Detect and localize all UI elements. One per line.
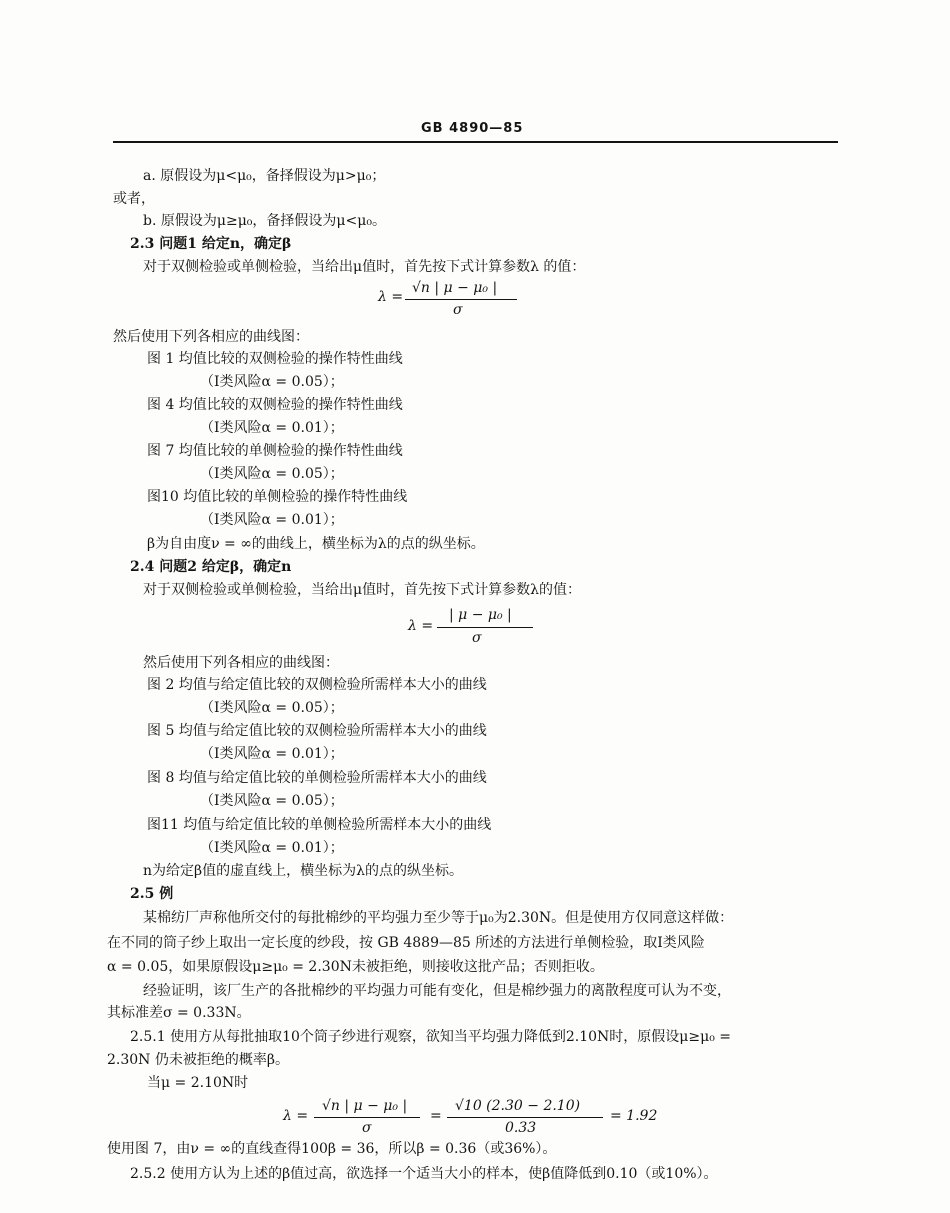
- text-line: 然后使用下列各相应的曲线图：: [113, 329, 309, 345]
- figure-ref-5: 图 5 均值与给定值比较的双侧检验所需样本大小的曲线: [147, 723, 487, 739]
- figure-ref-1-risk: （Ⅰ类风险α = 0.05）；: [200, 374, 344, 390]
- equation-1-numerator: √n | μ − μ₀ |: [412, 280, 498, 296]
- header-rule: [113, 141, 838, 143]
- figure-ref-10: 图10 均值比较的单侧检验的操作特性曲线: [147, 489, 408, 505]
- page-header: GB 4890—85: [421, 121, 524, 136]
- section-2-5-heading: 2.5 例: [130, 886, 174, 902]
- equation-3-numerator-1: √n | μ − μ₀ |: [322, 1098, 408, 1114]
- figure-ref-10-risk: （Ⅰ类风险α = 0.01）；: [200, 512, 344, 528]
- equation-1-lhs: λ =: [378, 289, 404, 305]
- text-line: 当μ = 2.10N时: [147, 1075, 249, 1091]
- paragraph-line: 经验证明，该厂生产的各批棉纱的平均强力可能有变化，但是棉纱强力的离散程度可认为不变，: [143, 983, 731, 999]
- equation-1-denominator: σ: [453, 302, 463, 318]
- equation-3-numerator-2: √10 (2.30 − 2.10): [455, 1098, 581, 1114]
- figure-ref-2: 图 2 均值与给定值比较的双侧检验所需样本大小的曲线: [147, 677, 487, 693]
- equation-3-fraction-bar-2: [447, 1117, 603, 1118]
- figure-ref-11: 图11 均值与给定值比较的单侧检验所需样本大小的曲线: [147, 817, 492, 833]
- section-2-4-heading: 2.4 问题2 给定β，确定n: [130, 559, 292, 575]
- paragraph-line: 在不同的筒子纱上取出一定长度的纱段，按 GB 4889—85 所述的方法进行单侧检验，取Ⅰ类风险: [107, 935, 705, 951]
- figure-ref-4: 图 4 均值比较的双侧检验的操作特性曲线: [147, 397, 403, 413]
- hypothesis-a: a. 原假设为μ<μ₀，备择假设为μ>μ₀；: [143, 168, 386, 184]
- figure-ref-8: 图 8 均值与给定值比较的单侧检验所需样本大小的曲线: [147, 770, 487, 786]
- paragraph-line: 2.30N 仍未被拒绝的概率β。: [107, 1052, 289, 1068]
- equation-3-denominator-1: σ: [362, 1120, 372, 1136]
- equation-3-result: = 1.92: [610, 1108, 658, 1124]
- text-line: 然后使用下列各相应的曲线图：: [143, 655, 339, 671]
- section-2-3-heading: 2.3 问题1 给定n，确定β: [130, 236, 292, 252]
- figure-ref-8-risk: （Ⅰ类风险α = 0.05）；: [200, 793, 344, 809]
- equation-2-fraction-bar: [437, 627, 533, 628]
- figure-ref-7: 图 7 均值比较的单侧检验的操作特性曲线: [147, 443, 403, 459]
- equation-2-denominator: σ: [472, 630, 482, 646]
- figure-ref-4-risk: （Ⅰ类风险α = 0.01）；: [200, 420, 344, 436]
- text-line: 对于双侧检验或单侧检验，当给出μ值时，首先按下式计算参数λ 的值：: [143, 259, 586, 275]
- equation-3-denominator-2: 0.33: [505, 1120, 537, 1136]
- figure-ref-5-risk: （Ⅰ类风险α = 0.01）；: [200, 746, 344, 762]
- paragraph-line: 使用图 7，由ν = ∞的直线查得100β = 36，所以β = 0.36（或36%）。: [107, 1141, 557, 1157]
- paragraph-line: 其标准差σ = 0.33N。: [107, 1005, 251, 1021]
- figure-ref-2-risk: （Ⅰ类风险α = 0.05）；: [200, 700, 344, 716]
- equation-3-lhs: λ =: [283, 1108, 309, 1124]
- equation-3-equals: =: [430, 1108, 442, 1124]
- equation-2-numerator: | μ − μ₀ |: [449, 607, 512, 623]
- text-line: 或者，: [113, 191, 155, 207]
- equation-3-fraction-bar-1: [314, 1117, 420, 1118]
- equation-1-fraction-bar: [405, 299, 517, 300]
- figure-ref-11-risk: （Ⅰ类风险α = 0.01）；: [200, 840, 344, 856]
- hypothesis-b: b. 原假设为μ≥μ₀，备择假设为μ<μ₀。: [143, 213, 386, 229]
- paragraph-line: 某棉纺厂声称他所交付的每批棉纱的平均强力至少等于μ₀为2.30N。但是使用方仅同意这样做：: [143, 910, 734, 926]
- figure-ref-7-risk: （Ⅰ类风险α = 0.05）；: [200, 466, 344, 482]
- figure-ref-1: 图 1 均值比较的双侧检验的操作特性曲线: [147, 351, 403, 367]
- text-line: 对于双侧检验或单侧检验，当给出μ值时，首先按下式计算参数λ的值：: [143, 582, 581, 598]
- equation-2-lhs: λ =: [408, 618, 434, 634]
- paragraph-line: α = 0.05，如果原假设μ≥μ₀ = 2.30N未被拒绝，则接收这批产品；否则拒收。: [107, 959, 604, 975]
- text-line: β为自由度ν = ∞的曲线上，横坐标为λ的点的纵坐标。: [147, 536, 485, 552]
- section-2-5-1: 2.5.1 使用方从每批抽取10个筒子纱进行观察，欲知当平均强力降低到2.10N时，原假设μ≥μ₀ =: [130, 1029, 732, 1045]
- section-2-5-2: 2.5.2 使用方认为上述的β值过高，欲选择一个适当大小的样本，使β值降低到0.10（或10%）。: [130, 1166, 718, 1182]
- text-line: n为给定β值的虚直线上，横坐标为λ的点的纵坐标。: [143, 863, 463, 879]
